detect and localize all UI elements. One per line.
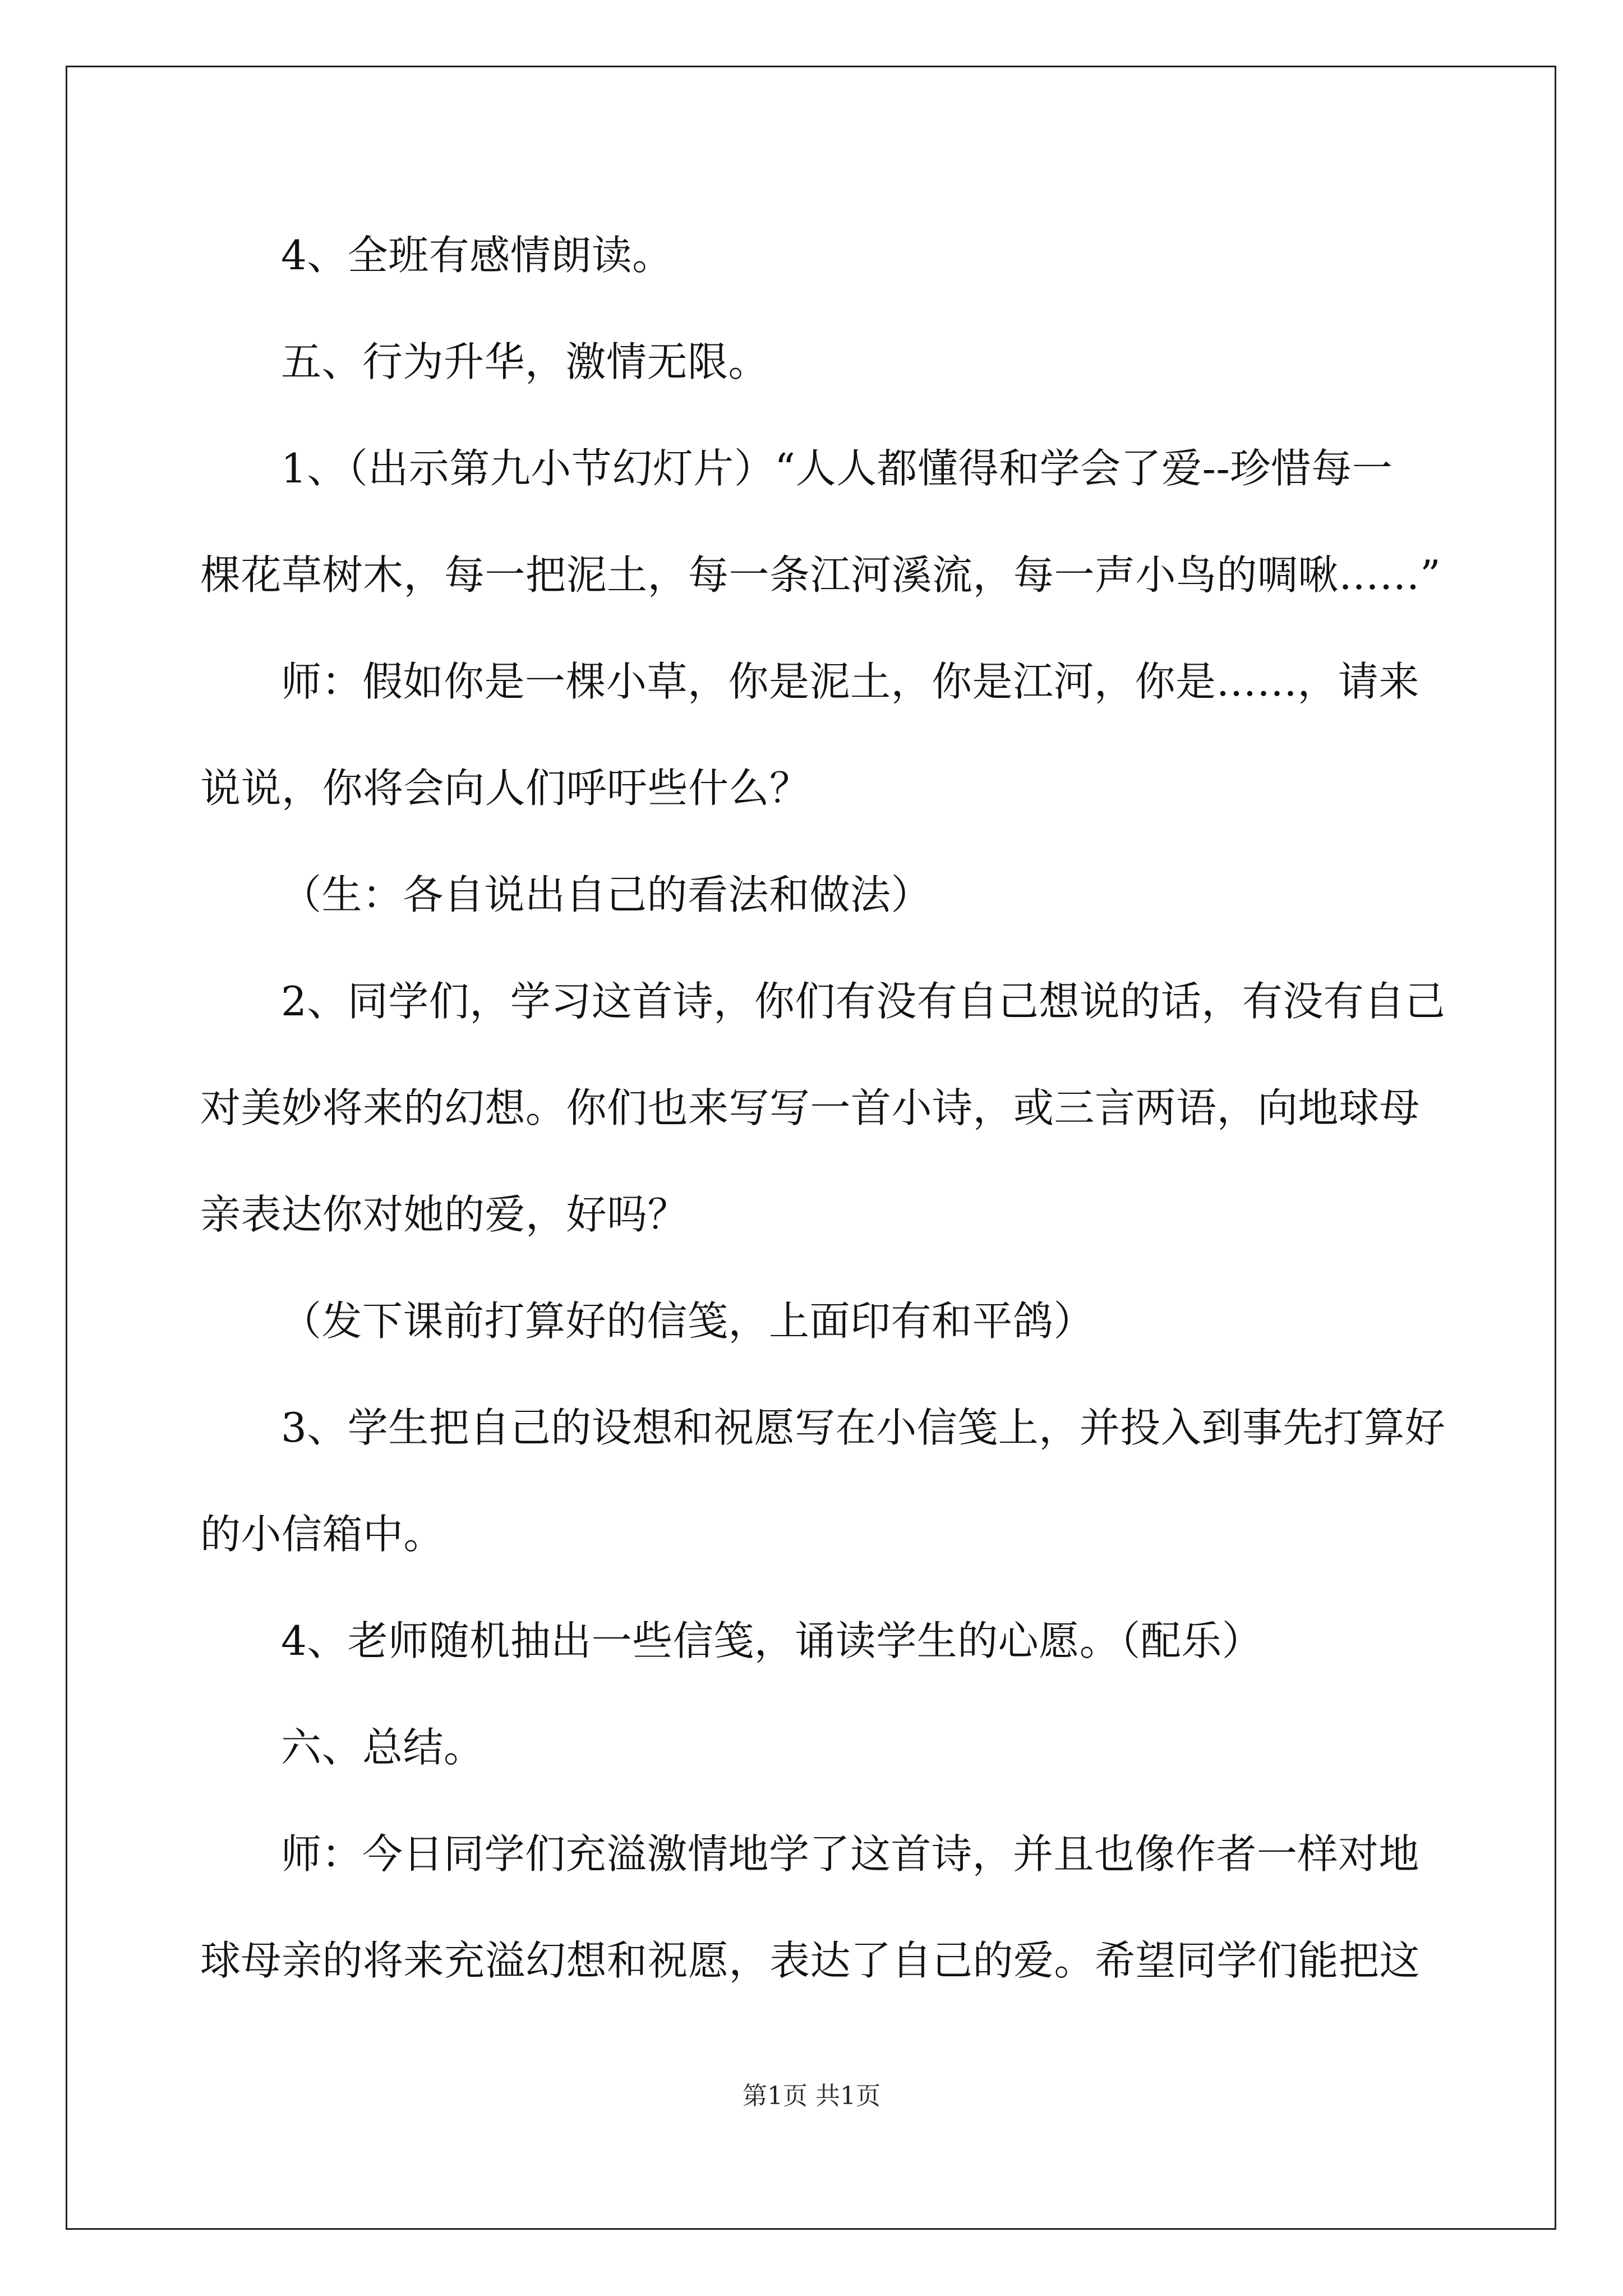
text-line: 2、同学们，学习这首诗，你们有没有自己想说的话，有没有自己 [281, 978, 1446, 1025]
text-line: 球母亲的将来充溢幻想和祝愿，表达了自己的爱。希望同学们能把这 [200, 1937, 1421, 1984]
paragraph [200, 415, 1440, 628]
section-heading [200, 1694, 1440, 1801]
paragraph [200, 1801, 1440, 2014]
paragraph [200, 1374, 1446, 1588]
paragraph [200, 841, 1440, 948]
text-line: 的小信箱中。 [200, 1511, 445, 1558]
text-line: 六、总结。 [281, 1724, 485, 1771]
paragraph [200, 628, 1440, 841]
paragraph [200, 202, 1440, 309]
paragraph [200, 1268, 1440, 1374]
paragraph [200, 948, 1446, 1268]
text-line: 师：今日同学们充溢激情地学了这首诗，并且也像作者一样对地 [281, 1830, 1420, 1878]
text-line: 亲表达你对她的爱，好吗？ [200, 1191, 689, 1238]
text-line: 棵花草树木，每一把泥土，每一条江河溪流，每一声小鸟的啁啾……” [200, 551, 1441, 599]
text-line: 说说，你将会向人们呼吁些什么？ [200, 765, 810, 812]
paragraph [200, 1588, 1440, 1694]
text-line: 4、老师随机抽出一些信笺，诵读学生的心愿。（配乐） [281, 1617, 1263, 1664]
section-heading [200, 309, 1440, 415]
text-line: （生：各自说出自己的看法和做法） [281, 871, 932, 918]
text-line: 4、全班有感情朗读。 [281, 232, 673, 279]
text-line: 1、（出示第九小节幻灯片）“人人都懂得和学会了爱--珍惜每一 [281, 445, 1393, 492]
text-line: （发下课前打算好的信笺，上面印有和平鸽） [281, 1297, 1095, 1345]
text-line: 五、行为升华，激情无限。 [281, 338, 769, 385]
text-line: 师：假如你是一棵小草，你是泥土，你是江河，你是……，请来 [281, 658, 1420, 705]
text-line: 对美妙将来的幻想。你们也来写写一首小诗，或三言两语，向地球母 [200, 1084, 1421, 1131]
page-footer: 第1页 共1页 [743, 2082, 880, 2110]
text-line: 3、学生把自己的设想和祝愿写在小信笺上，并投入到事先打算好 [281, 1404, 1446, 1451]
